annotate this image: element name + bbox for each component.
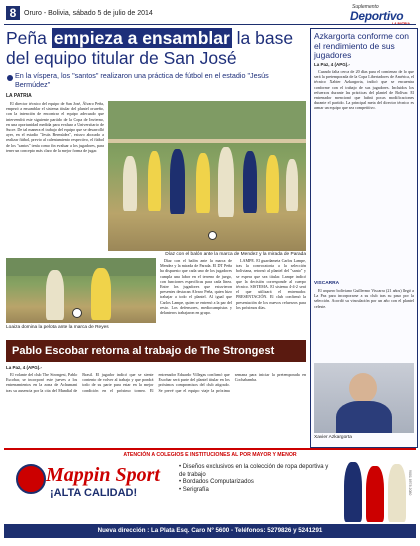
ad-feature-3: • Serigrafía: [179, 486, 209, 493]
second-story-body: [6, 372, 306, 444]
ad-logo: [16, 464, 46, 494]
headline-post: la base del equipo titular de San José: [6, 28, 294, 68]
main-subhead: En la víspera, los "santos" realizaron una práctica de fútbol en el estadio "Jesús Bermúdez": [15, 71, 269, 89]
sidebar-body-text: Cuando falta cerca de 20 días para el comienzo de lo que será la pretemporada de la Copa Libertadores de América, el técnico Xabier Azkargorta, indicó que se encuentra conforme con el trabajo de sus jugadores. Incluidos los refuerzos durante las prácticas del plantel de Bolívar. El entrenador mencionó que habrá pocas modificaciones durante el partido. La principal meta del director técnico es armar un equipo que sea competitivo.: [314, 69, 414, 111]
main-story-col3: [236, 258, 306, 333]
main-story-col2: [160, 258, 232, 333]
sidebar-caption: Xavier Azkargorta: [314, 435, 352, 440]
page-number: 8: [9, 6, 17, 20]
azkargorta-photo: [314, 363, 414, 433]
sidebar-byline: La Paz, 4 (APG).-: [314, 62, 351, 67]
training-photo-1: [108, 101, 306, 251]
ad-address: Nueva dirección : La Plata Esq. Caro Nº 5600 - Teléfonos: 5279826 y 5241291: [97, 527, 323, 534]
sidebar-subhead: VISCARRA: [314, 281, 340, 286]
brand-logo: Deportivo: [350, 9, 404, 23]
second-byline: La Paz, 4 (APG).-: [6, 365, 43, 370]
headline-highlight: empieza a ensamblar: [53, 28, 230, 48]
main-story-col3-text: LAMPE. El guardameta Carlos Lampe, tras la convocatoria a la selección boliviana, retornó al plantel del "santo" y se espera que sea titular. Lampe indicó que la decisión corresponde al cuerpo técnico. SISTEMA. El sistema 4-4-2 será el que utilizará el entrenador. PRESENTACIÓN. El club confirmó la presentación de los nuevos refuerzos para los próximos días.: [236, 258, 306, 310]
photo2-caption: Loaiza domina la pelota ante la marca de Reyes: [6, 325, 109, 330]
main-story-col1-text: El director técnico del equipo de San José, Álvaro Peña, empezó a ensamblar el sistema titular del plantel orureño, con la intención de encontrar el equipo adecuado que intervendrá este siguiente partido de la Copa de Invierno, en una oportunidad medida para evaluar a Universitario de Sucre. De tal manera el trabajo del equipo que se desarrolló ayer, en el estadio "Jesús Bermúdez", estuvo abocado a realizar fútbol, previo al calentamiento respectivo, el fútbol de los "santos" tenía como fin evaluar a los jugadores, para tener un concepto más claro de la mejor forma de jugar.: [6, 101, 104, 153]
ad-brand: Mappin Sport: [46, 464, 160, 486]
headline-pre: Peña: [6, 28, 52, 48]
sidebar-body2-text: El arquero boliviano Guillermo Viscarra (21 años) llegó a La Paz para incorporarse a su club tras su paso por la selección. Acordó su vinculación por un año con el plantel celeste.: [314, 288, 414, 309]
sidebar-box: [310, 28, 418, 448]
ball-icon-2: [72, 308, 82, 318]
second-story-text: El volante del club The Strongest, Pablo Escobar, se incorporó este jueves a los entrenamientos en la zona de Achumani tras su ausencia por la cita del Mundial de Brasil. El jugador indicó que se siente contento de volver al trabajo y que pondrá todo de su parte para estar en la mejor condición en el próximo torneo. El entrenador Eduardo Villegas confirmó que Escobar será parte del plantel titular en los próximos compromisos del club atigrado. Se prevé que el equipo viaje la próxima semana para iniciar la pretemporada en Cochabamba.: [6, 372, 306, 393]
ad-feature-2: • Bordados Computarizados: [179, 479, 254, 485]
second-headline: Pablo Escobar retorna al trabajo de The Strongest: [12, 345, 275, 357]
sidebar-body: [314, 69, 414, 279]
sidebar-headline: Azkargorta conforme con el rendimiento de sus jugadores: [314, 31, 409, 60]
photo1-caption: Díaz con el balón ante la marca de Mendez y la mirada de Parada: [165, 252, 306, 257]
header-rule: [4, 24, 416, 25]
sidebar-body2: [314, 288, 414, 358]
subhead-bullet-icon: [7, 75, 13, 81]
ad-box: [4, 448, 416, 544]
ad-slogan: ¡ALTA CALIDAD!: [50, 487, 138, 499]
ball-icon: [208, 231, 217, 240]
ad-model-2: [366, 466, 384, 522]
ad-top-banner: ATENCIÓN A COLEGIOS E INSTITUCIONES AL POR MAYOR Y MENOR: [123, 452, 297, 458]
main-story-col2-text: Díaz con el balón ante la marca de Mendez y la mirada de Parada. El DT Peña ha dispuesto que cada uno de los jugadores cumpla una labor en el terreno de juego, con funciones específicas para cada línea. Entre los jugadores que estuvieron presentes destacan Alvaro Peña, quien hizo trabajar a todo el plantel. Al igual que Carlos Lampe, quien se entrenó a la par del resto. Los defensores, mediocampistas y delanteros trabajaron en grupo.: [160, 258, 232, 316]
ad-features: [179, 464, 329, 494]
main-byline: LA PATRIA: [6, 93, 32, 99]
ad-feature-1: • Diseños exclusivos en la colección de ropa deportiva y de trabajo: [179, 464, 329, 478]
main-headline: [6, 28, 306, 68]
dateline: Oruro - Bolivia, sábado 5 de julio de 2014: [24, 10, 153, 17]
training-photo-2: [6, 258, 156, 323]
supplement-label: Suplemento: [352, 4, 379, 10]
side-code: 9001 8978 2080: [408, 470, 412, 496]
ad-model-1: [344, 462, 362, 522]
page-header: [0, 0, 420, 24]
main-story-col1: [6, 101, 104, 251]
ad-model-3: [388, 464, 406, 522]
